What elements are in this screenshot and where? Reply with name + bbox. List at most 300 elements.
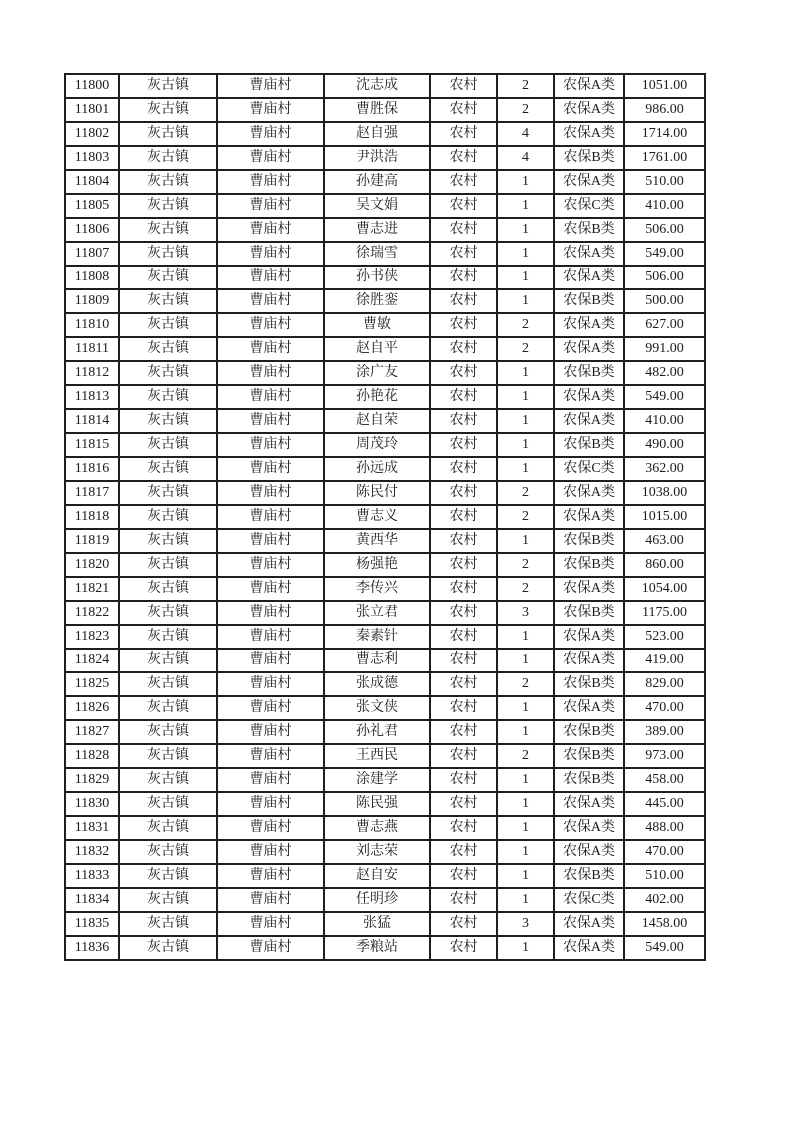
cell-insurance-category: 农保B类	[554, 553, 624, 577]
table-row	[65, 672, 705, 696]
cell-id: 11829	[65, 768, 119, 792]
cell-name: 吴文娟	[324, 194, 430, 218]
cell-amount: 1015.00	[624, 505, 705, 529]
cell-count: 4	[497, 122, 554, 146]
cell-name: 孙艳花	[324, 385, 430, 409]
cell-village: 曹庙村	[217, 242, 324, 266]
cell-count: 1	[497, 768, 554, 792]
cell-insurance-category: 农保B类	[554, 768, 624, 792]
cell-amount: 549.00	[624, 385, 705, 409]
cell-count: 1	[497, 170, 554, 194]
cell-amount: 510.00	[624, 864, 705, 888]
cell-id: 11804	[65, 170, 119, 194]
cell-insurance-category: 农保A类	[554, 409, 624, 433]
cell-insurance-category: 农保A类	[554, 481, 624, 505]
cell-amount: 549.00	[624, 936, 705, 960]
cell-insurance-category: 农保A类	[554, 936, 624, 960]
cell-insurance-category: 农保B类	[554, 218, 624, 242]
cell-residence-type: 农村	[430, 361, 497, 385]
cell-residence-type: 农村	[430, 505, 497, 529]
cell-amount: 500.00	[624, 289, 705, 313]
cell-insurance-category: 农保A类	[554, 696, 624, 720]
cell-residence-type: 农村	[430, 218, 497, 242]
cell-name: 张文侠	[324, 696, 430, 720]
insurance-roster-table	[64, 73, 706, 961]
cell-count: 1	[497, 816, 554, 840]
table-row	[65, 170, 705, 194]
cell-town: 灰古镇	[119, 385, 217, 409]
cell-town: 灰古镇	[119, 768, 217, 792]
cell-insurance-category: 农保A类	[554, 840, 624, 864]
cell-id: 11823	[65, 625, 119, 649]
table-row	[65, 625, 705, 649]
cell-town: 灰古镇	[119, 601, 217, 625]
cell-town: 灰古镇	[119, 361, 217, 385]
cell-residence-type: 农村	[430, 409, 497, 433]
cell-name: 黄西华	[324, 529, 430, 553]
cell-name: 赵自安	[324, 864, 430, 888]
cell-town: 灰古镇	[119, 744, 217, 768]
cell-residence-type: 农村	[430, 146, 497, 170]
cell-residence-type: 农村	[430, 74, 497, 98]
table-row	[65, 242, 705, 266]
cell-name: 王西民	[324, 744, 430, 768]
cell-name: 张成德	[324, 672, 430, 696]
cell-insurance-category: 农保B类	[554, 289, 624, 313]
cell-residence-type: 农村	[430, 289, 497, 313]
cell-residence-type: 农村	[430, 481, 497, 505]
table-row	[65, 385, 705, 409]
cell-insurance-category: 农保C类	[554, 457, 624, 481]
cell-amount: 506.00	[624, 266, 705, 290]
cell-id: 11812	[65, 361, 119, 385]
table-row	[65, 649, 705, 673]
cell-amount: 627.00	[624, 313, 705, 337]
cell-name: 季粮站	[324, 936, 430, 960]
cell-insurance-category: 农保C类	[554, 194, 624, 218]
cell-id: 11824	[65, 649, 119, 673]
table-row	[65, 505, 705, 529]
cell-count: 2	[497, 672, 554, 696]
cell-residence-type: 农村	[430, 912, 497, 936]
cell-amount: 362.00	[624, 457, 705, 481]
cell-id: 11814	[65, 409, 119, 433]
cell-amount: 510.00	[624, 170, 705, 194]
cell-insurance-category: 农保B类	[554, 864, 624, 888]
cell-name: 涂建学	[324, 768, 430, 792]
cell-residence-type: 农村	[430, 649, 497, 673]
cell-insurance-category: 农保B类	[554, 720, 624, 744]
cell-town: 灰古镇	[119, 672, 217, 696]
cell-insurance-category: 农保A类	[554, 170, 624, 194]
cell-village: 曹庙村	[217, 936, 324, 960]
cell-amount: 973.00	[624, 744, 705, 768]
cell-town: 灰古镇	[119, 481, 217, 505]
cell-amount: 482.00	[624, 361, 705, 385]
roster-table-body	[65, 74, 705, 960]
cell-name: 曹志利	[324, 649, 430, 673]
cell-amount: 458.00	[624, 768, 705, 792]
cell-count: 1	[497, 888, 554, 912]
cell-residence-type: 农村	[430, 553, 497, 577]
cell-name: 尹洪浩	[324, 146, 430, 170]
cell-residence-type: 农村	[430, 888, 497, 912]
cell-residence-type: 农村	[430, 744, 497, 768]
cell-name: 徐瑞雪	[324, 242, 430, 266]
table-row	[65, 194, 705, 218]
cell-name: 孙书侠	[324, 266, 430, 290]
cell-count: 1	[497, 385, 554, 409]
cell-name: 沈志成	[324, 74, 430, 98]
table-row	[65, 529, 705, 553]
table-row	[65, 720, 705, 744]
cell-village: 曹庙村	[217, 625, 324, 649]
cell-insurance-category: 农保B类	[554, 744, 624, 768]
cell-town: 灰古镇	[119, 409, 217, 433]
cell-amount: 991.00	[624, 337, 705, 361]
cell-insurance-category: 农保A类	[554, 313, 624, 337]
cell-name: 赵自强	[324, 122, 430, 146]
cell-insurance-category: 农保A类	[554, 122, 624, 146]
table-row	[65, 122, 705, 146]
cell-count: 2	[497, 337, 554, 361]
cell-residence-type: 农村	[430, 936, 497, 960]
table-row	[65, 218, 705, 242]
cell-count: 1	[497, 218, 554, 242]
cell-residence-type: 农村	[430, 720, 497, 744]
cell-amount: 1458.00	[624, 912, 705, 936]
cell-town: 灰古镇	[119, 170, 217, 194]
cell-insurance-category: 农保A类	[554, 816, 624, 840]
table-row	[65, 577, 705, 601]
cell-village: 曹庙村	[217, 816, 324, 840]
cell-id: 11810	[65, 313, 119, 337]
cell-insurance-category: 农保A类	[554, 577, 624, 601]
cell-town: 灰古镇	[119, 792, 217, 816]
cell-count: 2	[497, 74, 554, 98]
cell-name: 孙远成	[324, 457, 430, 481]
cell-town: 灰古镇	[119, 864, 217, 888]
cell-town: 灰古镇	[119, 625, 217, 649]
cell-name: 赵自荣	[324, 409, 430, 433]
cell-village: 曹庙村	[217, 553, 324, 577]
cell-id: 11816	[65, 457, 119, 481]
cell-name: 孙礼君	[324, 720, 430, 744]
cell-id: 11811	[65, 337, 119, 361]
cell-name: 张猛	[324, 912, 430, 936]
table-row	[65, 74, 705, 98]
cell-residence-type: 农村	[430, 529, 497, 553]
table-row	[65, 337, 705, 361]
cell-name: 徐胜銮	[324, 289, 430, 313]
cell-count: 1	[497, 194, 554, 218]
table-row	[65, 553, 705, 577]
cell-village: 曹庙村	[217, 337, 324, 361]
cell-name: 曹志义	[324, 505, 430, 529]
cell-village: 曹庙村	[217, 98, 324, 122]
cell-residence-type: 农村	[430, 577, 497, 601]
cell-town: 灰古镇	[119, 840, 217, 864]
table-row	[65, 433, 705, 457]
cell-residence-type: 农村	[430, 792, 497, 816]
cell-residence-type: 农村	[430, 98, 497, 122]
table-row	[65, 888, 705, 912]
cell-insurance-category: 农保A类	[554, 74, 624, 98]
cell-village: 曹庙村	[217, 888, 324, 912]
cell-residence-type: 农村	[430, 385, 497, 409]
cell-insurance-category: 农保A类	[554, 337, 624, 361]
cell-amount: 1051.00	[624, 74, 705, 98]
cell-village: 曹庙村	[217, 433, 324, 457]
cell-name: 周茂玲	[324, 433, 430, 457]
cell-id: 11832	[65, 840, 119, 864]
cell-residence-type: 农村	[430, 768, 497, 792]
cell-insurance-category: 农保B类	[554, 146, 624, 170]
cell-count: 2	[497, 744, 554, 768]
cell-name: 曹志进	[324, 218, 430, 242]
cell-village: 曹庙村	[217, 457, 324, 481]
cell-village: 曹庙村	[217, 529, 324, 553]
cell-village: 曹庙村	[217, 122, 324, 146]
cell-name: 杨强艳	[324, 553, 430, 577]
cell-id: 11818	[65, 505, 119, 529]
cell-name: 孙建高	[324, 170, 430, 194]
cell-amount: 410.00	[624, 409, 705, 433]
cell-id: 11807	[65, 242, 119, 266]
cell-count: 2	[497, 481, 554, 505]
cell-insurance-category: 农保A类	[554, 625, 624, 649]
cell-village: 曹庙村	[217, 74, 324, 98]
cell-amount: 1714.00	[624, 122, 705, 146]
cell-count: 1	[497, 720, 554, 744]
cell-count: 2	[497, 577, 554, 601]
cell-id: 11806	[65, 218, 119, 242]
cell-residence-type: 农村	[430, 696, 497, 720]
table-row	[65, 768, 705, 792]
cell-id: 11800	[65, 74, 119, 98]
cell-count: 2	[497, 313, 554, 337]
cell-town: 灰古镇	[119, 242, 217, 266]
cell-count: 1	[497, 864, 554, 888]
cell-residence-type: 农村	[430, 601, 497, 625]
table-row	[65, 816, 705, 840]
cell-amount: 986.00	[624, 98, 705, 122]
cell-count: 1	[497, 936, 554, 960]
cell-town: 灰古镇	[119, 289, 217, 313]
cell-insurance-category: 农保A类	[554, 242, 624, 266]
cell-amount: 860.00	[624, 553, 705, 577]
cell-amount: 506.00	[624, 218, 705, 242]
cell-village: 曹庙村	[217, 361, 324, 385]
cell-residence-type: 农村	[430, 433, 497, 457]
cell-id: 11803	[65, 146, 119, 170]
cell-town: 灰古镇	[119, 122, 217, 146]
cell-id: 11828	[65, 744, 119, 768]
cell-amount: 470.00	[624, 696, 705, 720]
cell-town: 灰古镇	[119, 720, 217, 744]
cell-name: 秦素针	[324, 625, 430, 649]
cell-residence-type: 农村	[430, 840, 497, 864]
cell-town: 灰古镇	[119, 457, 217, 481]
cell-count: 3	[497, 601, 554, 625]
cell-residence-type: 农村	[430, 266, 497, 290]
cell-id: 11835	[65, 912, 119, 936]
cell-id: 11819	[65, 529, 119, 553]
cell-insurance-category: 农保A类	[554, 912, 624, 936]
cell-insurance-category: 农保C类	[554, 888, 624, 912]
cell-residence-type: 农村	[430, 457, 497, 481]
cell-name: 曹胜保	[324, 98, 430, 122]
cell-village: 曹庙村	[217, 289, 324, 313]
cell-name: 曹敏	[324, 313, 430, 337]
table-row	[65, 266, 705, 290]
cell-insurance-category: 农保B类	[554, 361, 624, 385]
cell-id: 11805	[65, 194, 119, 218]
cell-residence-type: 农村	[430, 672, 497, 696]
cell-insurance-category: 农保A类	[554, 505, 624, 529]
cell-town: 灰古镇	[119, 146, 217, 170]
cell-residence-type: 农村	[430, 242, 497, 266]
cell-amount: 402.00	[624, 888, 705, 912]
cell-amount: 445.00	[624, 792, 705, 816]
cell-town: 灰古镇	[119, 194, 217, 218]
cell-count: 1	[497, 696, 554, 720]
cell-amount: 410.00	[624, 194, 705, 218]
cell-village: 曹庙村	[217, 577, 324, 601]
cell-count: 1	[497, 840, 554, 864]
cell-count: 4	[497, 146, 554, 170]
cell-town: 灰古镇	[119, 313, 217, 337]
cell-count: 1	[497, 433, 554, 457]
cell-id: 11831	[65, 816, 119, 840]
cell-insurance-category: 农保B类	[554, 601, 624, 625]
cell-village: 曹庙村	[217, 313, 324, 337]
cell-village: 曹庙村	[217, 194, 324, 218]
cell-name: 任明珍	[324, 888, 430, 912]
cell-residence-type: 农村	[430, 313, 497, 337]
cell-id: 11815	[65, 433, 119, 457]
table-row	[65, 289, 705, 313]
cell-town: 灰古镇	[119, 649, 217, 673]
cell-insurance-category: 农保A类	[554, 649, 624, 673]
cell-id: 11817	[65, 481, 119, 505]
cell-village: 曹庙村	[217, 768, 324, 792]
table-row	[65, 792, 705, 816]
cell-amount: 488.00	[624, 816, 705, 840]
cell-town: 灰古镇	[119, 888, 217, 912]
cell-town: 灰古镇	[119, 74, 217, 98]
cell-village: 曹庙村	[217, 409, 324, 433]
cell-village: 曹庙村	[217, 601, 324, 625]
cell-id: 11820	[65, 553, 119, 577]
cell-village: 曹庙村	[217, 505, 324, 529]
cell-count: 1	[497, 625, 554, 649]
cell-count: 2	[497, 505, 554, 529]
cell-count: 2	[497, 98, 554, 122]
table-row	[65, 864, 705, 888]
cell-id: 11809	[65, 289, 119, 313]
cell-residence-type: 农村	[430, 170, 497, 194]
table-row	[65, 457, 705, 481]
cell-residence-type: 农村	[430, 816, 497, 840]
cell-amount: 1175.00	[624, 601, 705, 625]
cell-town: 灰古镇	[119, 337, 217, 361]
cell-count: 1	[497, 242, 554, 266]
cell-village: 曹庙村	[217, 481, 324, 505]
cell-count: 1	[497, 457, 554, 481]
cell-count: 1	[497, 649, 554, 673]
cell-amount: 549.00	[624, 242, 705, 266]
cell-amount: 490.00	[624, 433, 705, 457]
cell-name: 陈民强	[324, 792, 430, 816]
cell-amount: 523.00	[624, 625, 705, 649]
cell-amount: 1761.00	[624, 146, 705, 170]
table-row	[65, 744, 705, 768]
cell-town: 灰古镇	[119, 266, 217, 290]
cell-id: 11834	[65, 888, 119, 912]
cell-insurance-category: 农保B类	[554, 433, 624, 457]
cell-count: 1	[497, 361, 554, 385]
cell-residence-type: 农村	[430, 864, 497, 888]
cell-name: 张立君	[324, 601, 430, 625]
cell-town: 灰古镇	[119, 577, 217, 601]
cell-amount: 470.00	[624, 840, 705, 864]
cell-id: 11827	[65, 720, 119, 744]
cell-town: 灰古镇	[119, 553, 217, 577]
cell-town: 灰古镇	[119, 912, 217, 936]
cell-name: 赵自平	[324, 337, 430, 361]
cell-id: 11826	[65, 696, 119, 720]
cell-amount: 389.00	[624, 720, 705, 744]
cell-amount: 1054.00	[624, 577, 705, 601]
cell-village: 曹庙村	[217, 649, 324, 673]
cell-town: 灰古镇	[119, 936, 217, 960]
table-row	[65, 936, 705, 960]
cell-town: 灰古镇	[119, 816, 217, 840]
cell-count: 1	[497, 409, 554, 433]
cell-name: 刘志荣	[324, 840, 430, 864]
table-row	[65, 146, 705, 170]
cell-village: 曹庙村	[217, 792, 324, 816]
cell-count: 1	[497, 529, 554, 553]
cell-id: 11836	[65, 936, 119, 960]
cell-village: 曹庙村	[217, 385, 324, 409]
cell-village: 曹庙村	[217, 266, 324, 290]
cell-village: 曹庙村	[217, 146, 324, 170]
cell-insurance-category: 农保A类	[554, 792, 624, 816]
cell-count: 3	[497, 912, 554, 936]
cell-village: 曹庙村	[217, 170, 324, 194]
table-row	[65, 481, 705, 505]
cell-id: 11825	[65, 672, 119, 696]
cell-name: 曹志燕	[324, 816, 430, 840]
cell-insurance-category: 农保A类	[554, 98, 624, 122]
cell-town: 灰古镇	[119, 98, 217, 122]
table-row	[65, 313, 705, 337]
table-row	[65, 409, 705, 433]
cell-town: 灰古镇	[119, 433, 217, 457]
table-row	[65, 361, 705, 385]
cell-id: 11813	[65, 385, 119, 409]
cell-village: 曹庙村	[217, 864, 324, 888]
cell-id: 11822	[65, 601, 119, 625]
cell-town: 灰古镇	[119, 505, 217, 529]
cell-village: 曹庙村	[217, 218, 324, 242]
cell-count: 1	[497, 266, 554, 290]
table-row	[65, 601, 705, 625]
cell-town: 灰古镇	[119, 529, 217, 553]
cell-count: 1	[497, 289, 554, 313]
